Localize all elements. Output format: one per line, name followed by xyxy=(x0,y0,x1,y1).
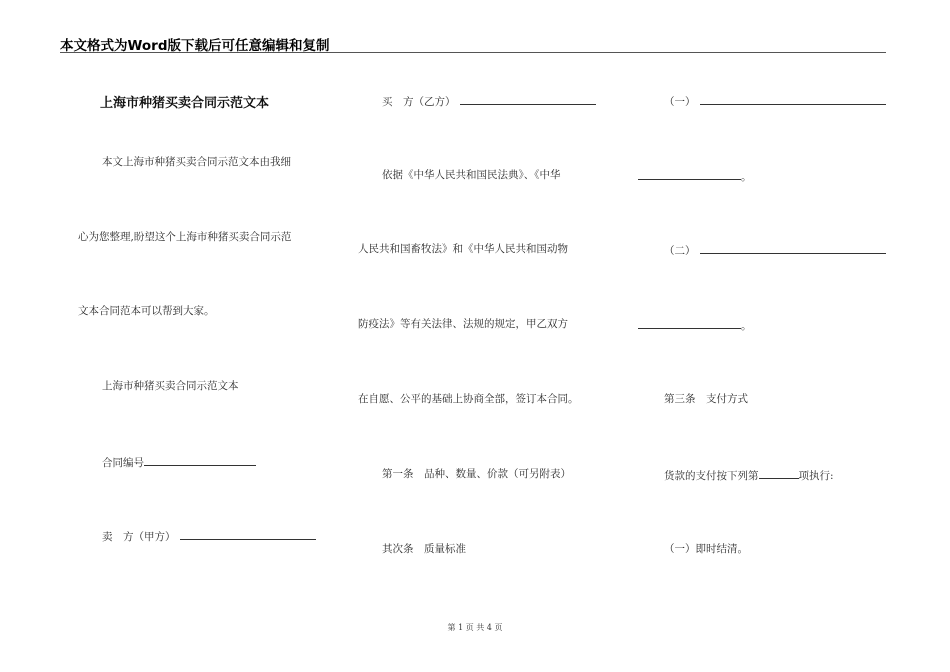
seller-blank xyxy=(180,528,316,540)
intro-line-2: 心为您整理,盼望这个上海市种猪买卖合同示范 xyxy=(78,231,292,243)
intro-line-3: 文本合同范本可以帮到大家。 xyxy=(78,305,215,317)
article-1-heading: 第一条 品种、数量、价款（可另附表） xyxy=(382,468,571,480)
item-1-continuation xyxy=(638,168,752,184)
buyer-label: 买 方（乙方） xyxy=(382,96,456,108)
article-2-heading: 其次条 质量标准 xyxy=(382,543,466,555)
item-1-continuation-blank xyxy=(638,168,741,180)
basis-line-4: 在自愿、公平的基础上协商全部，签订本合同。 xyxy=(358,393,579,405)
header-divider xyxy=(60,52,886,53)
contract-number-label: 合同编号 xyxy=(102,457,144,469)
page-footer: 第 1 页 共 4 页 xyxy=(447,623,503,632)
buyer-row xyxy=(382,93,596,109)
article-3-heading: 第三条 支付方式 xyxy=(664,393,748,405)
item-1-label: （一） xyxy=(664,96,696,108)
payment-option-1: （一）即时结清。 xyxy=(664,543,748,555)
item-2-blank xyxy=(700,242,886,254)
document-title: 上海市种猪买卖合同示范文本 xyxy=(100,96,270,111)
item-1-period: 。 xyxy=(741,171,752,183)
subtitle: 上海市种猪买卖合同示范文本 xyxy=(102,380,239,392)
payment-suffix: 项执行: xyxy=(798,470,834,482)
basis-line-1: 依据《中华人民共和国民法典》、《中华 xyxy=(382,169,561,181)
payment-option-blank xyxy=(759,467,799,479)
seller-label: 卖 方（甲方） xyxy=(102,531,176,543)
item-2-period: 。 xyxy=(741,320,752,332)
contract-number-blank xyxy=(144,454,256,466)
payment-row xyxy=(664,467,834,483)
document-header: 本文格式为Word版下载后可任意编辑和复制 xyxy=(60,38,330,54)
item-2-continuation-blank xyxy=(638,317,741,329)
buyer-blank xyxy=(460,93,596,105)
basis-line-3: 防疫法》等有关法律、法规的规定，甲乙双方 xyxy=(358,318,568,330)
item-1-row xyxy=(664,93,886,109)
item-2-label: （二） xyxy=(664,245,696,257)
payment-prefix: 货款的支付按下列第 xyxy=(664,470,759,482)
item-1-blank xyxy=(700,93,886,105)
item-2-continuation xyxy=(638,317,752,333)
basis-line-2: 人民共和国畜牧法》和《中华人民共和国动物 xyxy=(358,243,568,255)
item-2-row xyxy=(664,242,886,258)
intro-line-1: 本文上海市种猪买卖合同示范文本由我细 xyxy=(102,156,291,168)
contract-number-row xyxy=(102,454,256,470)
seller-row xyxy=(102,528,316,544)
